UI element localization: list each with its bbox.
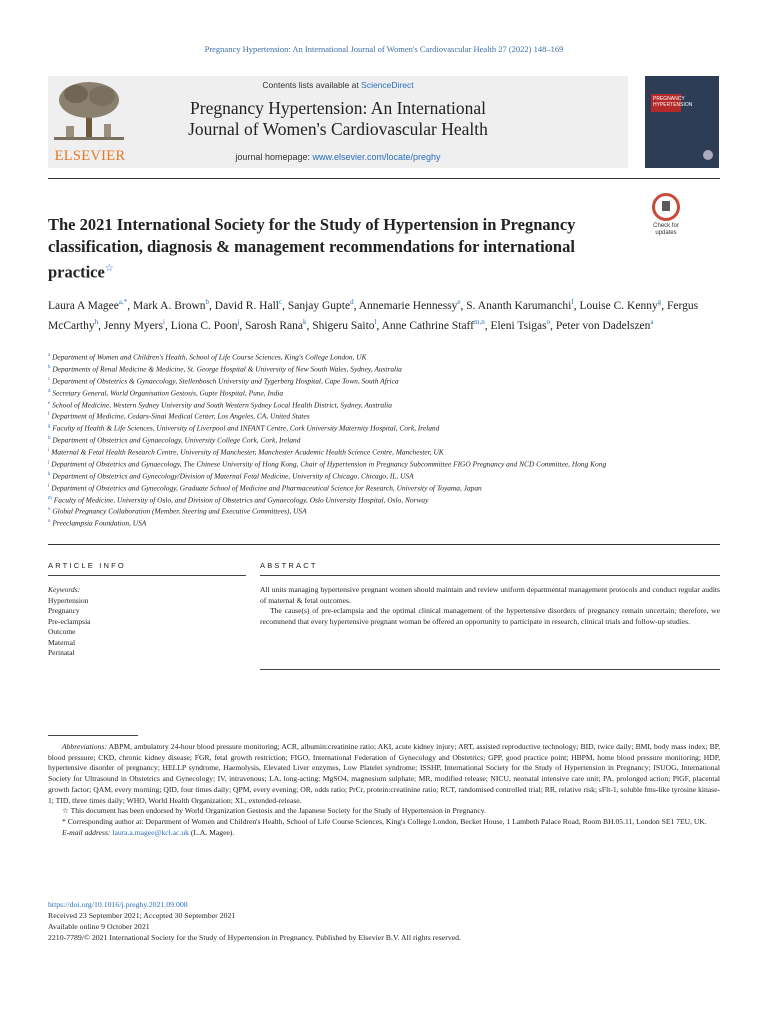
keywords-label: Keywords: [48, 585, 81, 594]
affiliation-item [48, 434, 720, 446]
affiliation-item [48, 494, 720, 506]
affiliation-key: a [48, 353, 51, 358]
email-suffix: (L.A. Magee). [190, 827, 235, 837]
cover-emblem-icon [703, 150, 713, 160]
affiliation-text: Departments of Renal Medicine & Medicine, St. George Hospital & University of New South Wales, Sydney, Australia [50, 364, 402, 374]
author-affiliation-mark[interactable]: a,* [118, 298, 128, 306]
affiliation-item [48, 399, 720, 411]
contents-prefix: Contents lists available at [262, 80, 359, 90]
author-name[interactable] [555, 317, 654, 332]
author-name-text: Sarosh Rana [245, 319, 303, 332]
author-name-text: Annemarie Hennessy [358, 299, 458, 312]
author-affiliation-mark[interactable]: j [237, 317, 240, 326]
abstract-body [260, 585, 720, 627]
keyword-item: Pre-eclampsia [48, 616, 91, 626]
check-for-updates-button[interactable] [648, 193, 684, 236]
affiliation-item [48, 410, 720, 422]
endorsement-footnote [48, 806, 720, 817]
affiliation-key: k [48, 471, 51, 477]
sciencedirect-link[interactable]: ScienceDirect [361, 80, 414, 90]
affiliation-text: Department of Obstetrics & Gynaecology, Stellenbosch University and Tygerberg Hospital, Cape Town, South Africa [50, 376, 399, 386]
keyword-item: Maternal [48, 637, 76, 647]
keyword-item: Hypertension [48, 595, 89, 605]
journal-title-line1: Pregnancy Hypertension: An International [190, 98, 486, 118]
author-name[interactable] [170, 317, 240, 332]
affiliation-item [48, 482, 720, 494]
author-affiliation-mark[interactable]: c [278, 298, 283, 306]
author-name[interactable] [215, 300, 282, 312]
affiliation-key: c [48, 376, 51, 382]
affiliation-rule [48, 544, 720, 545]
author-name[interactable] [579, 300, 661, 312]
author-name[interactable] [312, 317, 377, 332]
affiliation-item [48, 517, 720, 529]
author-name-text: Shigeru Saito [312, 319, 375, 332]
author-list: Laura A Magee$^{a,*}$, Mark A. Brown$^b$, David R. Hall$^c$, Sanjay Gupte$^d$, Annemarie Hennessy$^e$, S. Ananth Karumanchi$^f$, Louise C. Kenny$^g$, Fergus McCarthy$^h$, Jenny Myers$^i$, Liona C. Poon$^j$, Sarosh Rana$^k$, Shigeru Saito$^l$, Anne Cathrine Staff$^{m,n}$, Eleni Tsigas$^o$, Peter von Dadelszen$^a$ [48, 298, 699, 332]
author-name-text: Laura A Magee [48, 299, 119, 312]
abstract-rule [260, 575, 720, 576]
author-affiliation-mark[interactable]: d [350, 298, 354, 306]
keywords-section [48, 585, 248, 659]
keyword-item: Perinatal [48, 648, 75, 657]
author-affiliation-mark[interactable]: g [657, 298, 662, 306]
author-affiliation-mark[interactable]: m,n [474, 317, 485, 326]
affiliation-key: f [48, 412, 50, 418]
homepage-link[interactable]: www.elsevier.com/locate/preghy [312, 152, 441, 162]
author-name-text: David R. Hall [214, 299, 279, 312]
corresponding-text: Corresponding author at: Department of Women and Children's Health, School of Life Course Sciences, King's College London, Becket House, 1 Lambeth Palace Road, Room BH.05.11, London SE1 7EU, UK. [67, 816, 707, 826]
affiliation-key: m [48, 495, 52, 501]
author-name[interactable] [48, 300, 127, 312]
footnote-rule [48, 735, 138, 736]
author-affiliation-mark[interactable]: e [457, 298, 461, 306]
article-info-rule [48, 575, 246, 576]
journal-citation[interactable]: Pregnancy Hypertension: An International Journal of Women's Cardiovascular Health 27 (2022) 148–169 [204, 44, 564, 54]
email-label: E-mail address: [62, 827, 111, 837]
affiliation-key: b [48, 364, 51, 370]
affiliation-text: Department of Obstetrics and Gynaecology, The Chinese University of Hong Kong, Chair of Hypertension in Pregnancy Subcommittee FIGO Pregnancy and NCD Committee, Hong Kong [49, 459, 607, 469]
affiliation-list [48, 351, 720, 529]
author-name[interactable] [381, 317, 485, 332]
abbreviations-label: Abbreviations: [62, 742, 107, 751]
affiliation-key: e [48, 400, 51, 406]
corresponding-author-footnote [48, 817, 720, 828]
author-name-text: Peter von Dadelszen [555, 319, 651, 332]
affiliation-text: Department of Obstetrics and Gynaecology, University College Cork, Cork, Ireland [50, 435, 301, 445]
affiliation-key: l [48, 483, 50, 489]
header-rule [48, 178, 720, 179]
author-name-text: Fergus McCarthy [48, 299, 699, 332]
journal-banner [48, 76, 628, 168]
affiliation-text: Faculty of Medicine, University of Oslo, and Division of Obstetrics and Gynaecology, Oslo University Hospital, Oslo, Norway [51, 494, 429, 504]
author-name[interactable] [359, 300, 461, 312]
affiliation-item [48, 446, 720, 458]
affiliation-key: j [48, 459, 50, 465]
author-name[interactable] [490, 317, 551, 332]
endorsement-text: This document has been endorsed by World Organization Gestosis and the Japanese Society for the Study of Hypertension in Pregnancy. [70, 806, 486, 816]
article-title-text: The 2021 International Society for the Study of Hypertension in Pregnancy classification, diagnosis & management recommendations for international practice [48, 215, 576, 282]
abstract-heading: ABSTRACT [260, 561, 318, 570]
author-name[interactable] [103, 317, 165, 332]
affiliation-text: Faculty of Health & Life Sciences, University of Liverpool and INFANT Centre, Cork University Maternity Hospital, Cork, Ireland [50, 423, 440, 433]
online-date: Available online 9 October 2021 [48, 922, 150, 931]
copyright-notice: 2210-7789/© 2021 International Society for the Study of Hypertension in Pregnancy. Published by Elsevier B.V. All rights reserved. [48, 933, 462, 942]
author-affiliation-mark[interactable]: h [94, 317, 99, 326]
author-affiliation-mark[interactable]: b [205, 298, 210, 306]
author-name-text: Louise C. Kenny [579, 299, 658, 312]
email-footnote [48, 828, 720, 839]
article-title [48, 214, 628, 284]
abbreviations-footnote [48, 742, 720, 806]
article-info-heading: ARTICLE INFO [48, 561, 126, 570]
abstract-paragraph-2: The cause(s) of pre-eclampsia and the optimal clinical management of the hypertensive disorders of pregnancy remain uncertain; therefore, we recommend that every hypertensive pregnant woman be offered an opportunity to participate in research, clinical trials and follow-up studies. [260, 606, 720, 626]
abbreviations-text: ABPM, ambulatory 24-hour blood pressure monitoring; ACR, albumin:creatinine ratio; AKI, acute kidney injury; ART, assisted reproductive technology; BID, twice daily; BMI, body mass index; BP, blood pressure; CKD, chronic kidney disease; FGR, fetal growth restriction; FIGO, International Federation of Gynecology and Obstetrics; GPP, good practice point; HBPM, home blood pressure monitoring; HDP, hypertensive disorder of pregnancy; HELLP syndrome, Haemolysis, Elevated Liver enzymes, Low Platelet syndrome; ISSHP, International Society for the Study of Hypertension in Pregnancy; ISUOG, International Society for Ultrasound in Obstetrics and Gynecology; IV, intravenous; LA, long-acting; MgSO4, magnesium sulphate; MR, modified release; NICU, neonatal intensive care unit; PA, prolonged action; PlGF, placental growth factor; QAM, every morning; QID, four times daily; QPM, every evening; OR, odds ratio; PrCr, protein:creatinine ratio; RCT, randomised controlled trial; RR, relative risk; sFlt-1, soluble fms-like tyrosine kinase-1; TID, three times daily; WHO, World Health Organization; XL, extended-release. [48, 742, 720, 805]
affiliation-item [48, 422, 720, 434]
affiliation-text: Secretary General, World Organisation Gestosis, Gupte Hospital, Pune, India [50, 388, 284, 398]
affiliation-item [48, 470, 720, 482]
homepage-prefix: journal homepage: [235, 152, 310, 162]
affiliation-item [48, 458, 720, 470]
author-name[interactable] [288, 300, 354, 312]
affiliation-item [48, 351, 720, 363]
author-name-text: Sanjay Gupte [287, 299, 351, 312]
affiliation-key: d [48, 388, 51, 394]
publication-info [48, 899, 720, 943]
author-name-text: Jenny Myers [103, 319, 163, 332]
abstract-paragraph-1: All units managing hypertensive pregnant women should maintain and review uniform departmental management protocols and conduct regular audits of maternal & fetal outcomes. [260, 585, 720, 605]
affiliation-item [48, 505, 720, 517]
endorsement-mark: ☆ [62, 806, 69, 816]
affiliation-text: Department of Women and Children's Health, School of Life Course Sciences, King's College London, UK [50, 352, 367, 362]
abstract-bottom-rule [260, 669, 720, 670]
affiliation-item [48, 375, 720, 387]
author-affiliation-mark[interactable]: o [546, 317, 551, 326]
affiliation-text: Department of Obstetrics and Gynecology, Graduate School of Medicine and Pharmaceutical Science for Research, University of Toyama, Japan [49, 483, 482, 493]
journal-cover[interactable] [645, 76, 719, 168]
author-affiliation-mark[interactable]: i [162, 317, 165, 326]
author-affiliation-mark[interactable]: l [374, 317, 377, 326]
email-link[interactable]: laura.a.magee@kcl.ac.uk [112, 827, 189, 837]
author-affiliation-mark[interactable]: f [571, 298, 574, 306]
journal-homepage [48, 152, 628, 162]
keyword-item: Pregnancy [48, 606, 80, 615]
author-name-text: Liona C. Poon [170, 319, 238, 332]
author-name-text: Mark A. Brown [133, 299, 206, 312]
affiliation-key: o [48, 519, 51, 525]
affiliation-text: Preeclampsia Foundation, USA [50, 518, 147, 528]
author-name[interactable] [245, 317, 307, 332]
affiliation-key: i [48, 448, 50, 453]
affiliation-text: Department of Medicine, Cedars-Sinai Medical Center, Los Angeles, CA, United States [49, 411, 310, 421]
journal-title [48, 98, 628, 140]
affiliation-text: Global Pregnancy Collaboration (Member, Steering and Executive Committees), USA [50, 506, 307, 516]
affiliation-text: Department of Obstetrics and Gynecology/Division of Maternal Fetal Medicine, University of Chicago, Chicago, IL, USA [50, 471, 414, 481]
author-affiliation-mark[interactable]: k [302, 317, 307, 326]
check-updates-icon [652, 193, 680, 221]
affiliation-text: School of Medicine, Western Sydney University and South Western Sydney Local Health District, Sydney, Australia [50, 399, 392, 409]
author-name-text: S. Ananth Karumanchi [466, 299, 572, 312]
keyword-item: Outcome [48, 627, 76, 636]
affiliation-item [48, 387, 720, 399]
journal-title-line2: Journal of Women's Cardiovascular Health [188, 119, 488, 139]
check-updates-label: Check for updates [653, 223, 679, 236]
author-name[interactable] [466, 300, 573, 312]
cover-title: PREGNANCY HYPERTENSION [653, 96, 693, 108]
affiliation-key: n [48, 507, 51, 513]
publisher-name: ELSEVIER [54, 148, 126, 164]
author-affiliation-mark[interactable]: a [650, 317, 654, 326]
affiliation-item [48, 363, 720, 375]
title-footnote-mark[interactable]: ☆ [104, 263, 114, 274]
received-date: Received 23 September 2021; Accepted 30 September 2021 [48, 911, 236, 920]
corresponding-mark: * [62, 816, 66, 826]
doi-link[interactable]: https://doi.org/10.1016/j.preghy.2021.09.008 [48, 900, 188, 909]
affiliation-key: h [48, 436, 51, 442]
affiliation-text: Maternal & Fetal Health Research Centre, University of Manchester, Manchester Academic Health Science Centre, Manchester, UK [49, 447, 444, 457]
author-name-text: Eleni Tsigas [490, 319, 547, 332]
author-name-text: Anne Cathrine Staff [381, 319, 474, 332]
contents-line [48, 80, 628, 90]
author-name[interactable] [133, 300, 209, 312]
footnotes [48, 742, 720, 838]
affiliation-key: g [48, 424, 51, 430]
